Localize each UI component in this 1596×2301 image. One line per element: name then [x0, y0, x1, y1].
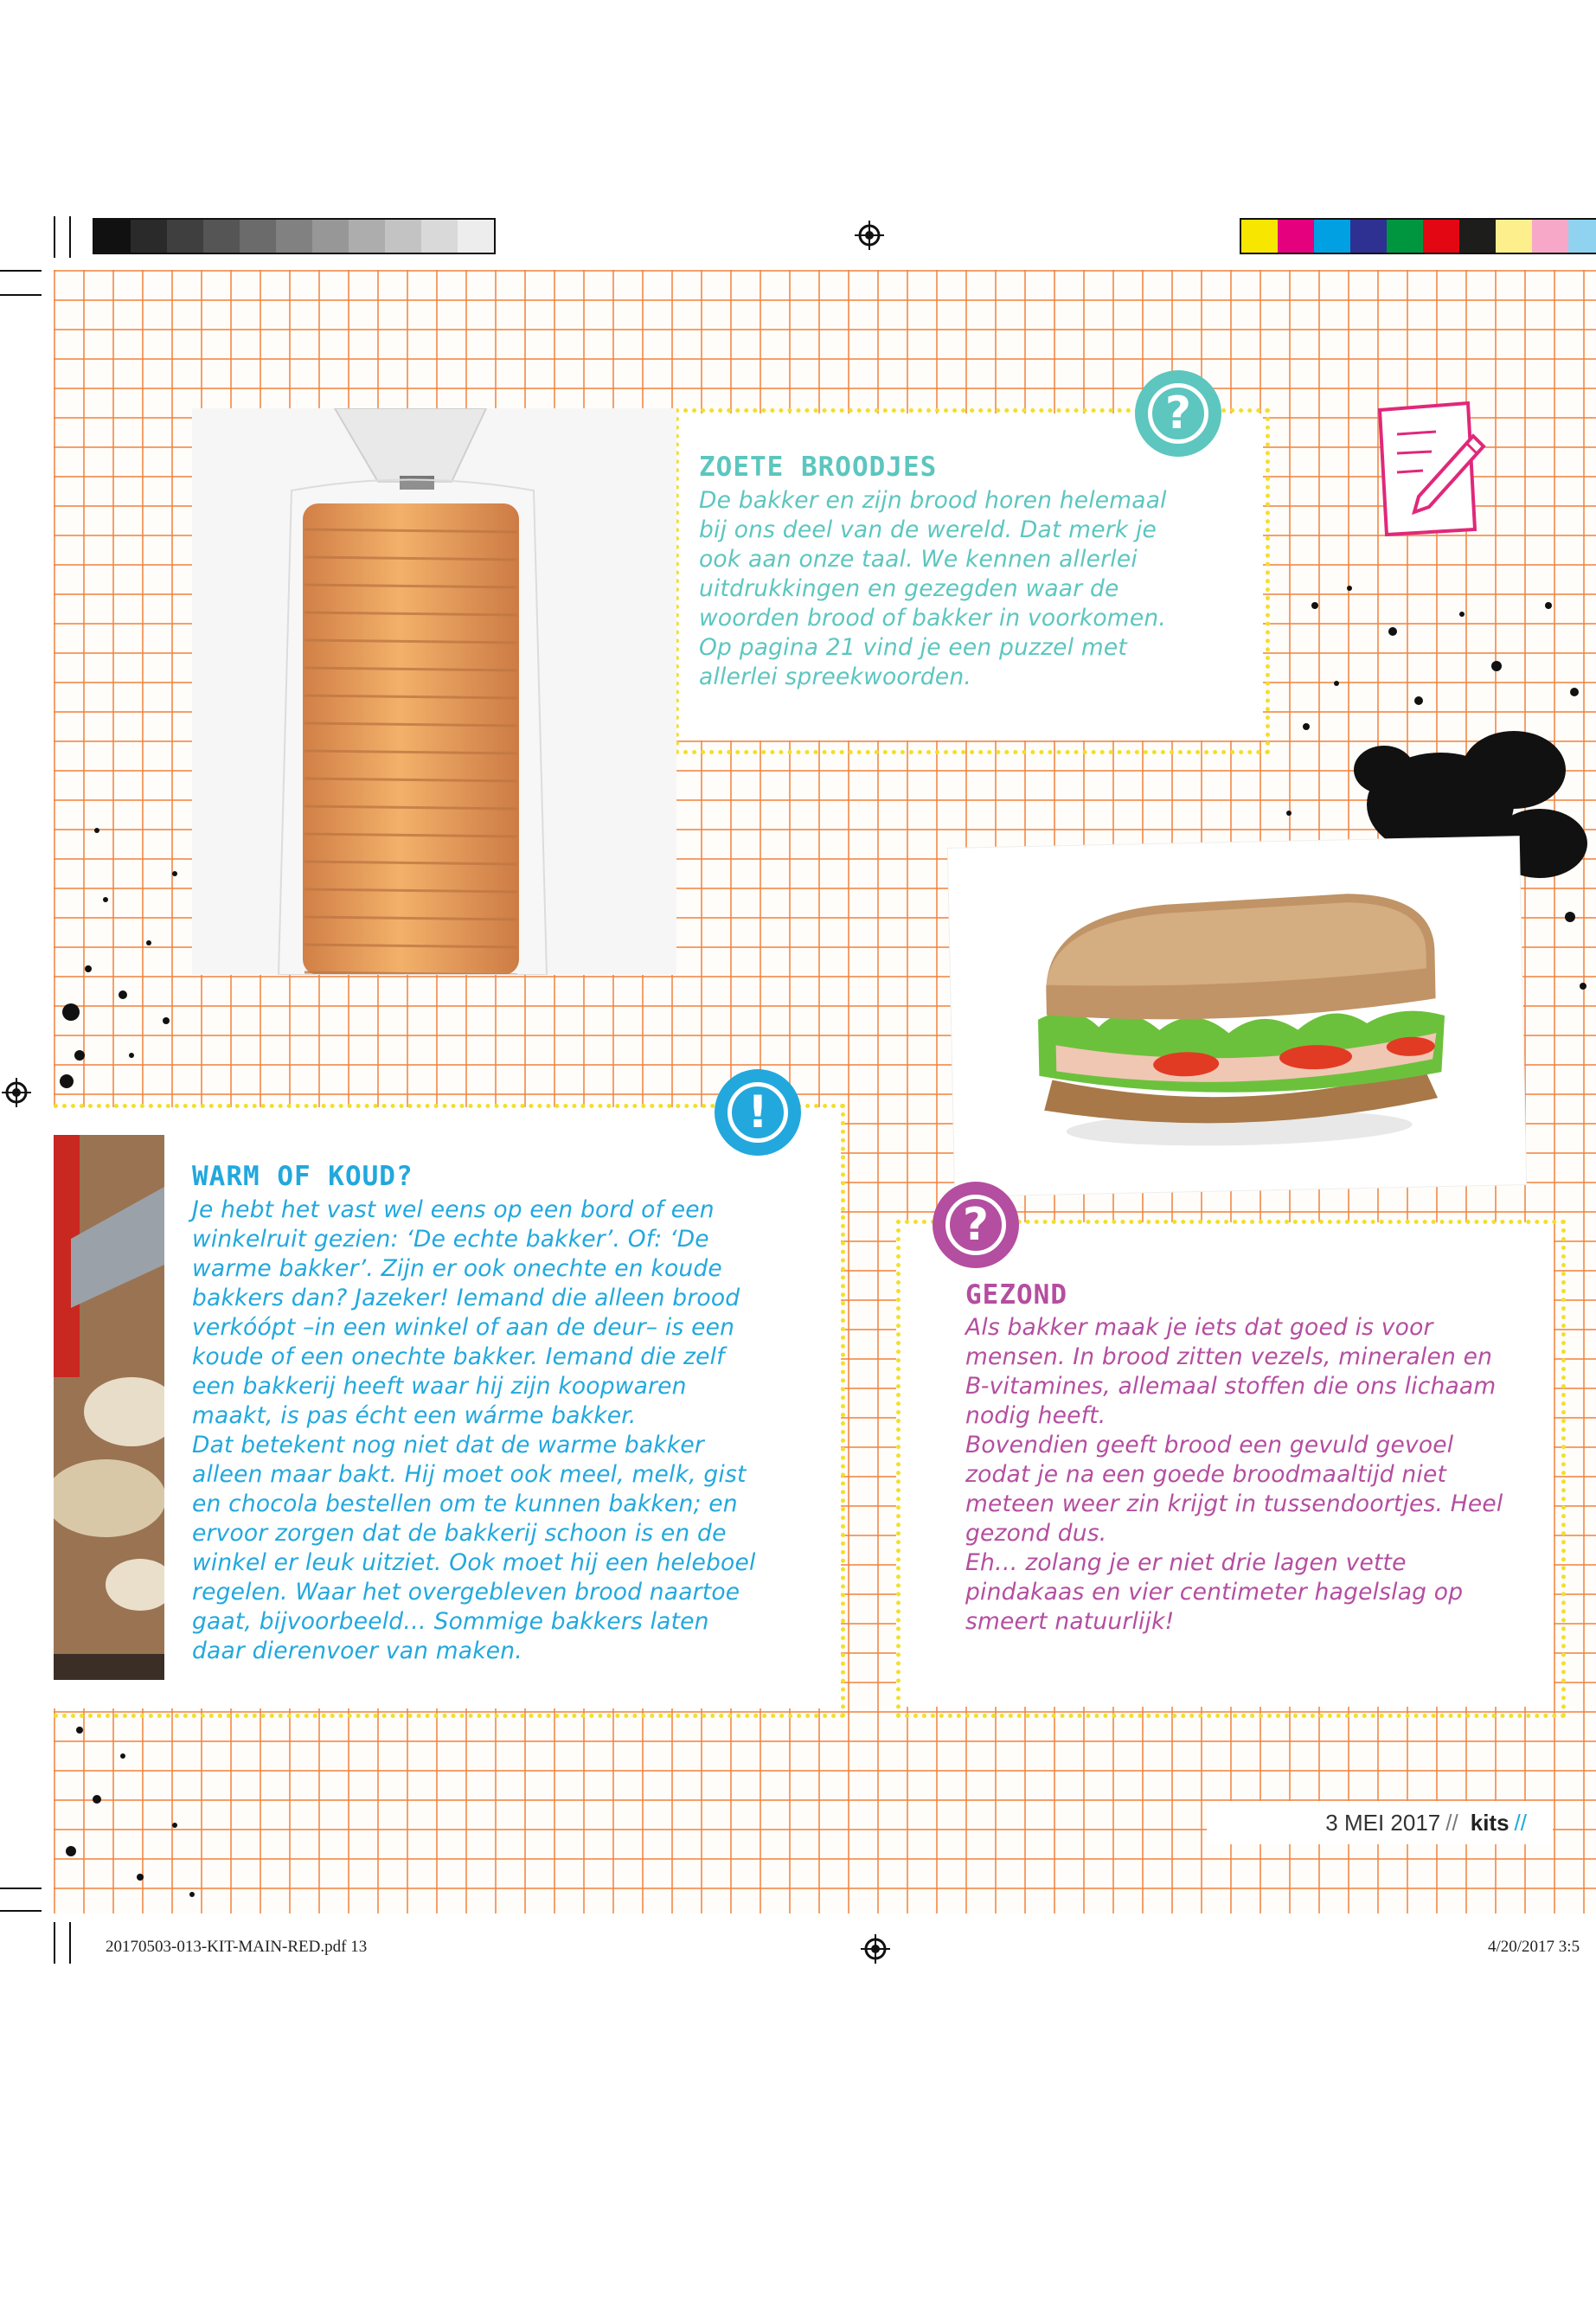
color-swatch — [1459, 220, 1496, 253]
color-swatch — [1350, 220, 1387, 253]
color-swatch — [385, 220, 421, 253]
color-swatch — [276, 220, 312, 253]
exclamation-icon: ! — [727, 1082, 788, 1143]
crop-mark — [54, 216, 55, 258]
bakery-photo — [54, 1135, 164, 1680]
question-icon: ? — [1148, 383, 1208, 444]
ink-splatter — [54, 1695, 209, 1912]
gezond-title: GEZOND — [965, 1279, 1067, 1311]
color-swatch — [349, 220, 385, 253]
color-swatch — [240, 220, 276, 253]
crop-mark — [0, 1910, 42, 1912]
zoete-broodjes-body: De bakker en zijn brood horen helemaal bij ons deel van de wereld. Dat merk je ook aan onze taal. We kennen allerlei uitdrukkingen en gezegden waar de woorden brood of bakker in voorkomen. Op pagina 21 vind je een puzzel met allerlei spreekwoorden. — [699, 487, 1167, 690]
print-timestamp: 4/20/2017 3:5 — [1488, 1938, 1580, 1956]
question-badge — [933, 1182, 1019, 1268]
question-icon: ? — [945, 1195, 1006, 1255]
issue-footer — [1207, 1801, 1553, 1844]
sandwich-photo — [948, 836, 1526, 1196]
gezond-body-1: Als bakker maak je iets dat goed is voor mensen. In brood zitten vezels, mineralen en B-vitamines, allemaal stoffen die ons lichaam nodig heeft. — [965, 1314, 1497, 1429]
color-swatch — [1532, 220, 1568, 253]
registration-mark-icon — [861, 1934, 890, 1964]
notepad-pencil-icon — [1371, 400, 1488, 538]
color-swatch — [1314, 220, 1350, 253]
footer-separator: // — [1514, 1809, 1527, 1836]
crop-mark — [0, 270, 42, 272]
footer-separator: // — [1445, 1809, 1458, 1836]
ink-splatter — [54, 796, 192, 1125]
sliced-bread-photo — [192, 408, 676, 975]
color-swatch — [1496, 220, 1532, 253]
grayscale-color-bar — [93, 218, 496, 254]
color-swatch — [1423, 220, 1459, 253]
color-swatch — [1387, 220, 1423, 253]
warm-of-koud-body-2: Dat betekent nog niet dat de warme bakker alleen maar bakt. Hij moet ook meel, melk, gist en chocola bestellen om te kunnen bakken; en ervoor zorgen dat de bakkerij schoon is en de winkel er leuk uitziet. Ook moet hij een heleboel regelen. Waar het overgebleven brood naartoe gaat, bijvoorbeeld… Sommige bakkers laten daar dierenvoer van maken. — [192, 1432, 756, 1664]
color-swatch — [421, 220, 458, 253]
color-swatch — [458, 220, 494, 253]
zoete-broodjes-title: ZOETE BROODJES — [699, 452, 938, 483]
question-badge — [1135, 370, 1221, 457]
process-color-bar — [1240, 218, 1596, 254]
registration-mark-icon — [855, 221, 884, 250]
print-file-name: 20170503-013-KIT-MAIN-RED.pdf 13 — [106, 1938, 368, 1956]
registration-mark-icon — [2, 1078, 31, 1107]
color-swatch — [312, 220, 349, 253]
warm-of-koud-body-1: Je hebt het vast wel eens op een bord of een winkelruit gezien: ‘De echte bakker’. Of: ‘De warme bakker’. Zijn er ook onechte en koude bakkers dan? Jazeker! Iemand die alleen brood verkóópt –in een winkel of aan de deur– is een koude of een onechte bakker. Iemand die zelf een bakkerij heeft waar hij zijn koopwaren maakt, is pas écht een wárme bakker. — [192, 1196, 740, 1429]
color-swatch — [203, 220, 240, 253]
magazine-brand: kits — [1470, 1809, 1509, 1836]
crop-mark — [69, 216, 71, 258]
color-swatch — [1241, 220, 1278, 253]
warm-of-koud-title: WARM OF KOUD? — [192, 1161, 413, 1192]
color-swatch — [167, 220, 203, 253]
color-swatch — [94, 220, 131, 253]
gezond-body-3: Eh… zolang je er niet drie lagen vette pindakaas en vier centimeter hagelslag op smeert natuurlijk! — [965, 1549, 1464, 1635]
crop-mark — [0, 294, 42, 296]
exclamation-badge — [715, 1069, 801, 1156]
crop-mark — [54, 1922, 55, 1964]
crop-mark — [69, 1922, 71, 1964]
color-swatch — [131, 220, 167, 253]
color-swatch — [1568, 220, 1596, 253]
issue-date: 3 MEI 2017 — [1325, 1809, 1441, 1836]
gezond-body-2: Bovendien geeft brood een gevuld gevoel zodat je na een goede broodmaaltijd niet meteen weer zin krijgt in tussendoortjes. Heel gezond dus. — [965, 1432, 1503, 1547]
crop-mark — [0, 1888, 42, 1889]
color-swatch — [1278, 220, 1314, 253]
